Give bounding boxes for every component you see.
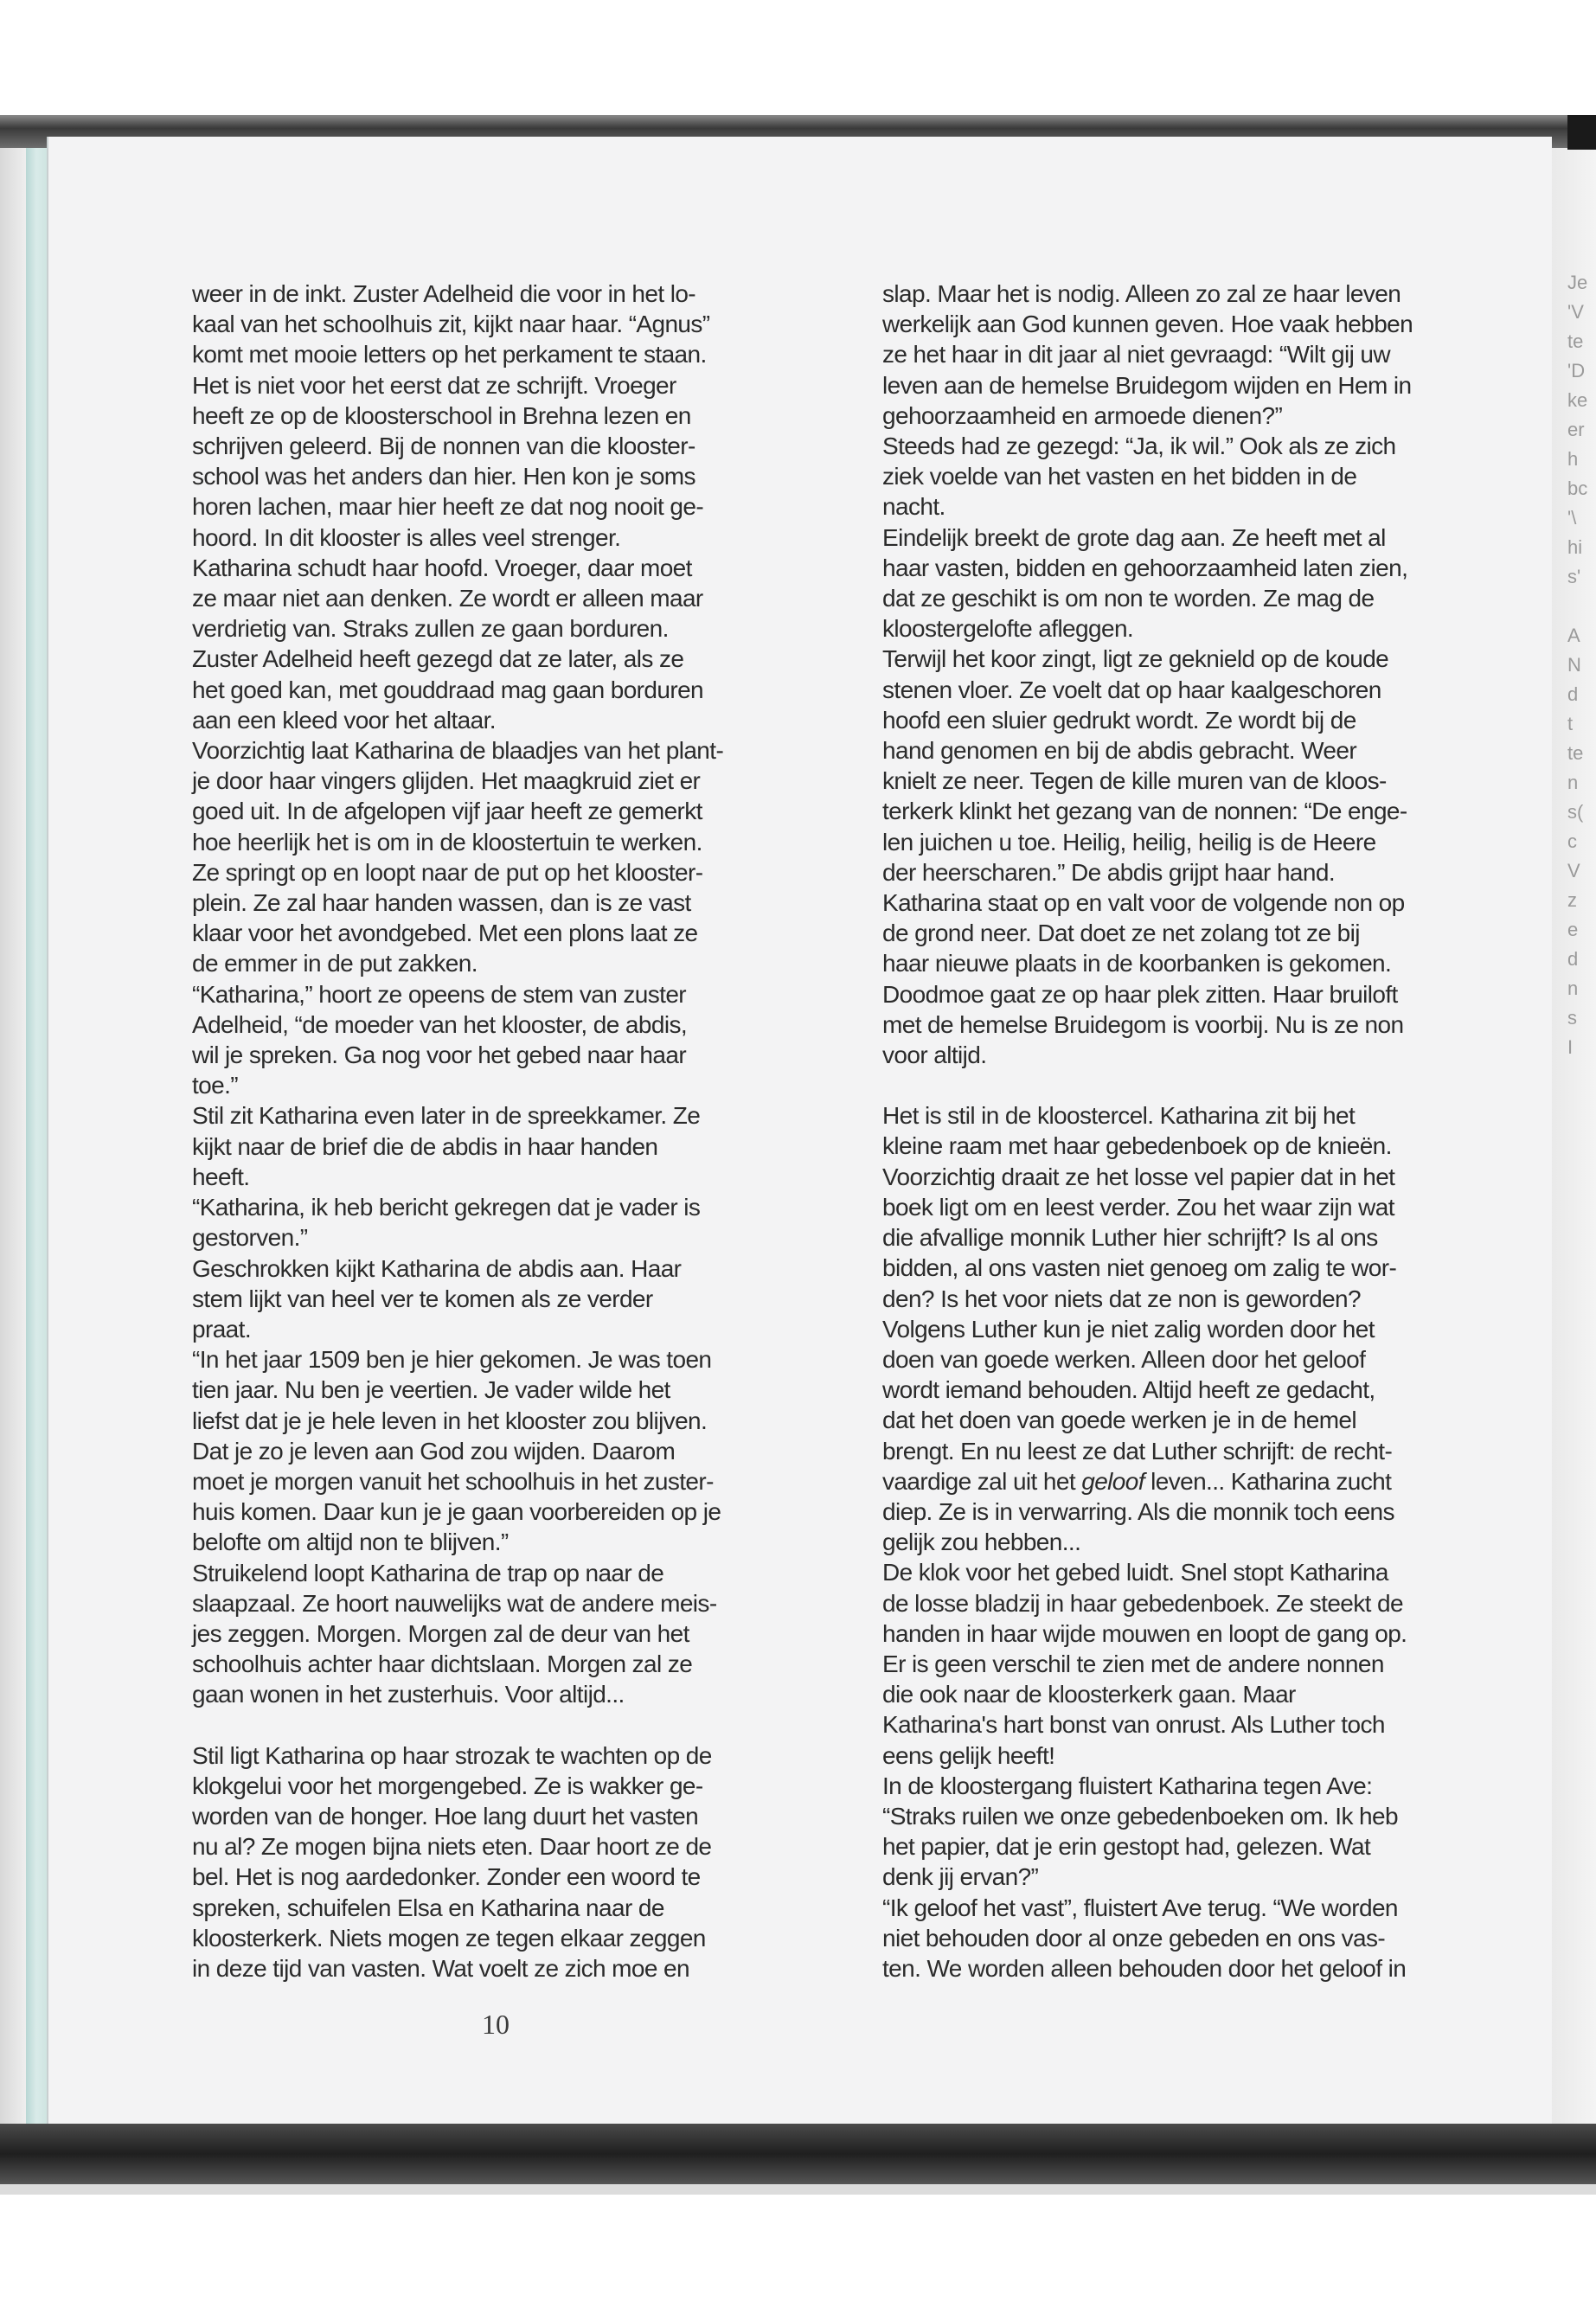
text-line: stem lijkt van heel ver te komen als ze verder xyxy=(192,1285,653,1312)
text-line: huis komen. Daar kun je je gaan voorbereiden op je xyxy=(192,1498,721,1526)
text-line: Voorzichtig laat Katharina de blaadjes van het plant- xyxy=(192,737,724,765)
text-line: diep. Ze is in verwarring. Als die monnik toch eens xyxy=(882,1497,1394,1525)
text-line: eens gelijk heeft! xyxy=(882,1741,1055,1769)
text-line: tien jaar. Nu ben je veertien. Je vader wilde het xyxy=(192,1376,670,1404)
text-line: aan een kleed voor het altaar. xyxy=(192,706,496,734)
text-line: Stil ligt Katharina op haar strozak te wachten op de xyxy=(192,1741,712,1769)
text-line: Het is niet voor het eerst dat ze schrijft. Vroeger xyxy=(192,371,676,399)
edge-fragment: 'V xyxy=(1567,301,1584,323)
text-line: het papier, dat je erin gestopt had, gelezen. Wat xyxy=(882,1833,1371,1861)
text-line: werkelijk aan God kunnen geven. Hoe vaak hebben xyxy=(882,311,1413,338)
edge-fragment: I xyxy=(1567,1036,1574,1058)
text-line: weer in de inkt. Zuster Adelheid die voor in het lo- xyxy=(192,280,696,307)
text-line: den? Is het voor niets dat ze non is geworden? xyxy=(882,1285,1362,1312)
edge-fragment: hi xyxy=(1567,536,1583,558)
text-line: die afvallige monnik Luther hier schrijft? Is al ons xyxy=(882,1224,1378,1252)
text-line: Er is geen verschil te zien met de andere nonnen xyxy=(882,1650,1384,1677)
edge-fragment: t xyxy=(1567,713,1574,734)
text-line: die ook naar de kloosterkerk gaan. Maar xyxy=(882,1681,1296,1708)
edge-fragment: A xyxy=(1567,625,1580,646)
text-line: Doodmoe gaat ze op haar plek zitten. Haar bruiloft xyxy=(882,980,1398,1008)
text-line: gehoorzaamheid en armoede dienen?” xyxy=(882,401,1283,429)
next-page-text-fragment xyxy=(1567,268,1593,1062)
text-line: kleine raam met haar gebedenboek op de knieën. xyxy=(882,1132,1392,1160)
text-line: komt met mooie letters op het perkament te staan. xyxy=(192,341,707,369)
text-line: heeft ze op de kloosterschool in Brehna lezen en xyxy=(192,401,691,429)
text-line: in deze tijd van vasten. Wat voelt ze zich moe en xyxy=(192,1954,689,1982)
text-line: plein. Ze zal haar handen wassen, dan is ze vast xyxy=(192,889,691,917)
text-line: goed uit. In de afgelopen vijf jaar heeft ze gemerkt xyxy=(192,798,702,825)
text-line: handen in haar wijde mouwen en loopt de gang op. xyxy=(882,1619,1407,1647)
text-line: kijkt naar de brief die de abdis in haar handen xyxy=(192,1132,658,1160)
text-line: brengt. En nu leest ze dat Luther schrijft: de recht- xyxy=(882,1437,1393,1465)
text-line: slap. Maar het is nodig. Alleen zo zal ze haar leven xyxy=(882,280,1401,307)
edge-fragment: Je xyxy=(1567,272,1588,293)
text-line: dat het doen van goede werken je in de hemel xyxy=(882,1407,1357,1434)
text-line: vaardige zal uit het geloof leven... Katharina zucht xyxy=(882,1467,1392,1495)
edge-fragment: n xyxy=(1567,977,1579,999)
text-line: belofte om altijd non te blijven.” xyxy=(192,1529,509,1556)
text-line: Katharina staat op en valt voor de volgende non op xyxy=(882,889,1405,917)
text-line: gelijk zou hebben... xyxy=(882,1529,1081,1556)
scan-bottom-border xyxy=(0,2124,1596,2184)
text-line: haar vasten, bidden en gehoorzaamheid laten zien, xyxy=(882,554,1408,581)
text-line: “In het jaar 1509 ben je hier gekomen. Je was toen xyxy=(192,1346,712,1374)
text-line: klokgelui voor het morgengebed. Ze is wakker ge- xyxy=(192,1772,703,1799)
text-line: “Straks ruilen we onze gebedenboeken om. Ik heb xyxy=(882,1802,1398,1830)
text-line: bidden, al ons vasten niet genoeg om zalig te wor- xyxy=(882,1254,1397,1282)
book-left-edge xyxy=(0,125,26,2184)
edge-fragment: s xyxy=(1567,1007,1577,1029)
text-line: Terwijl het koor zingt, ligt ze geknield op de koude xyxy=(882,645,1389,673)
text-line: terkerk klinkt het gezang van de nonnen: “De enge- xyxy=(882,798,1407,825)
book-cover-edge xyxy=(26,138,47,2128)
text-line: spreken, schuifelen Elsa en Katharina naar de xyxy=(192,1894,664,1921)
edge-fragment: h xyxy=(1567,448,1579,470)
text-line: ze maar niet aan denken. Ze wordt er alleen maar xyxy=(192,585,703,612)
scan-corner xyxy=(1567,115,1596,150)
text-line: ziek voelde van het vasten en het bidden in de xyxy=(882,463,1357,490)
edge-fragment xyxy=(1567,592,1593,621)
edge-fragment: te xyxy=(1567,330,1584,352)
edge-fragment: z xyxy=(1567,889,1577,911)
text-line: nu al? Ze mogen bijna niets eten. Daar hoort ze de xyxy=(192,1833,712,1861)
text-line: klaar voor het avondgebed. Met een plons laat ze xyxy=(192,920,698,947)
text-line: Geschrokken kijkt Katharina de abdis aan. Haar xyxy=(192,1254,682,1282)
text-line: praat. xyxy=(192,1315,251,1343)
text-line: leven aan de hemelse Bruidegom wijden en Hem in xyxy=(882,371,1412,399)
edge-fragment: ke xyxy=(1567,389,1588,411)
text-line: je door haar vingers glijden. Het maagkruid ziet er xyxy=(192,767,701,795)
text-line: “Katharina,” hoort ze opeens de stem van zuster xyxy=(192,980,687,1008)
text-line: toe.” xyxy=(192,1072,239,1099)
text-line: met de hemelse Bruidegom is voorbij. Nu is ze non xyxy=(882,1010,1404,1038)
text-line: Adelheid, “de moeder van het klooster, de abdis, xyxy=(192,1010,688,1038)
text-line: Struikelend loopt Katharina de trap op naar de xyxy=(192,1559,664,1586)
text-line: de grond neer. Dat doet ze net zolang tot ze bij xyxy=(882,920,1360,947)
text-line: bel. Het is nog aardedonker. Zonder een woord te xyxy=(192,1863,701,1891)
right-text-column xyxy=(882,279,1488,1984)
text-line: Voorzichtig draait ze het losse vel papier dat in het xyxy=(882,1163,1395,1190)
text-line: school was het anders dan hier. Hen kon je soms xyxy=(192,463,695,490)
text-line: heeft. xyxy=(192,1163,250,1190)
edge-fragment: c xyxy=(1567,830,1577,852)
text-line: de losse bladzij in haar gebedenboek. Ze steekt de xyxy=(882,1589,1403,1617)
text-line: De klok voor het gebed luidt. Snel stopt Katharina xyxy=(882,1559,1388,1586)
text-line: wordt iemand behouden. Altijd heeft ze gedacht, xyxy=(882,1376,1375,1404)
text-line: Eindelijk breekt de grote dag aan. Ze heeft met al xyxy=(882,523,1386,551)
text-line: Stil zit Katharina even later in de spreekkamer. Ze xyxy=(192,1102,701,1130)
text-line: niet behouden door al onze gebeden en ons vas- xyxy=(882,1924,1386,1952)
text-line: Ze springt op en loopt naar de put op het klooster- xyxy=(192,858,703,886)
text-line: Het is stil in de kloostercel. Katharina zit bij het xyxy=(882,1102,1356,1130)
text-line: hand genomen en bij de abdis gebracht. Weer xyxy=(882,737,1357,765)
text-line: len juichen u toe. Heilig, heilig, heilig is de Heere xyxy=(882,828,1376,856)
edge-fragment: d xyxy=(1567,683,1579,705)
edge-fragment: te xyxy=(1567,742,1584,764)
text-line: horen lachen, maar hier heeft ze dat nog nooit ge- xyxy=(192,493,704,521)
text-line: hoe heerlijk het is om in de kloostertuin te werken. xyxy=(192,828,702,856)
text-line: voor altijd. xyxy=(882,1042,987,1069)
text-line: kloosterkerk. Niets mogen ze tegen elkaar zeggen xyxy=(192,1924,706,1952)
edge-fragment: d xyxy=(1567,948,1579,970)
text-line: Volgens Luther kun je niet zalig worden door het xyxy=(882,1315,1375,1343)
text-line: Zuster Adelheid heeft gezegd dat ze later, als ze xyxy=(192,645,684,673)
text-line: worden van de honger. Hoe lang duurt het vasten xyxy=(192,1802,699,1830)
edge-fragment: V xyxy=(1567,860,1580,881)
edge-fragment: bc xyxy=(1567,478,1588,499)
text-line: slaapzaal. Ze hoort nauwelijks wat de andere meis- xyxy=(192,1589,717,1617)
text-line: moet je morgen vanuit het schoolhuis in het zuster- xyxy=(192,1467,714,1495)
left-text-column xyxy=(192,279,798,1984)
text-line: boek ligt om en leest verder. Zou het waar zijn wat xyxy=(882,1193,1394,1221)
scan-bottom-edge xyxy=(0,2184,1596,2195)
text-line: jes zeggen. Morgen. Morgen zal de deur van het xyxy=(192,1619,689,1647)
text-line: het goed kan, met gouddraad mag gaan borduren xyxy=(192,676,704,703)
edge-fragment: s( xyxy=(1567,801,1584,823)
edge-fragment: er xyxy=(1567,419,1585,440)
text-line: gaan wonen in het zusterhuis. Voor altijd... xyxy=(192,1681,625,1708)
text-line: ten. We worden alleen behouden door het geloof in xyxy=(882,1954,1407,1982)
text-line: Steeds had ze gezegd: “Ja, ik wil.” Ook als ze zich xyxy=(882,433,1396,460)
edge-fragment: s' xyxy=(1567,566,1581,587)
edge-fragment: 'D xyxy=(1567,360,1586,381)
edge-fragment: '\ xyxy=(1567,507,1577,529)
text-line: haar nieuwe plaats in de koorbanken is gekomen. xyxy=(882,950,1392,977)
text-line xyxy=(192,1710,798,1740)
text-line: liefst dat je je hele leven in het klooster zou blijven. xyxy=(192,1407,708,1434)
edge-fragment: e xyxy=(1567,919,1579,940)
edge-fragment: N xyxy=(1567,654,1581,676)
text-line: denk jij ervan?” xyxy=(882,1863,1039,1891)
text-line: Katharina schudt haar hoofd. Vroeger, daar moet xyxy=(192,554,692,581)
text-line xyxy=(882,1070,1488,1100)
text-line: de emmer in de put zakken. xyxy=(192,950,478,977)
edge-fragment: n xyxy=(1567,772,1579,793)
text-line: schrijven geleerd. Bij de nonnen van die klooster- xyxy=(192,433,695,460)
text-line: stenen vloer. Ze voelt dat op haar kaalgeschoren xyxy=(882,676,1381,703)
text-line: nacht. xyxy=(882,493,945,521)
page-number: 10 xyxy=(482,2009,510,2040)
text-line: doen van goede werken. Alleen door het geloof xyxy=(882,1345,1366,1373)
text-line: dat ze geschikt is om non te worden. Ze mag de xyxy=(882,585,1375,612)
text-line: “Ik geloof het vast”, fluistert Ave terug. “We worden xyxy=(882,1894,1398,1921)
text-line: verdrietig van. Straks zullen ze gaan borduren. xyxy=(192,615,669,643)
text-line: ze het haar in dit jaar al niet gevraagd: “Wilt gij uw xyxy=(882,341,1391,369)
text-line: Katharina's hart bonst van onrust. Als Luther toch xyxy=(882,1711,1385,1739)
text-line: gestorven.” xyxy=(192,1224,308,1252)
text-line: kloostergelofte afleggen. xyxy=(882,615,1134,643)
text-line: hoofd een sluier gedrukt wordt. Ze wordt bij de xyxy=(882,706,1356,734)
text-line: schoolhuis achter haar dichtslaan. Morgen zal ze xyxy=(192,1650,693,1678)
text-line: “Katharina, ik heb bericht gekregen dat je vader is xyxy=(192,1194,701,1221)
text-line: Dat je zo je leven aan God zou wijden. Daarom xyxy=(192,1437,676,1465)
text-line: kaal van het schoolhuis zit, kijkt naar haar. “Agnus” xyxy=(192,311,710,338)
text-line: knielt ze neer. Tegen de kille muren van de kloos- xyxy=(882,767,1387,795)
text-line: hoord. In dit klooster is alles veel strenger. xyxy=(192,523,621,551)
text-line: wil je spreken. Ga nog voor het gebed naar haar xyxy=(192,1042,687,1069)
text-line: In de kloostergang fluistert Katharina tegen Ave: xyxy=(882,1772,1373,1799)
text-line: der heerscharen.” De abdis grijpt haar hand. xyxy=(882,858,1336,886)
